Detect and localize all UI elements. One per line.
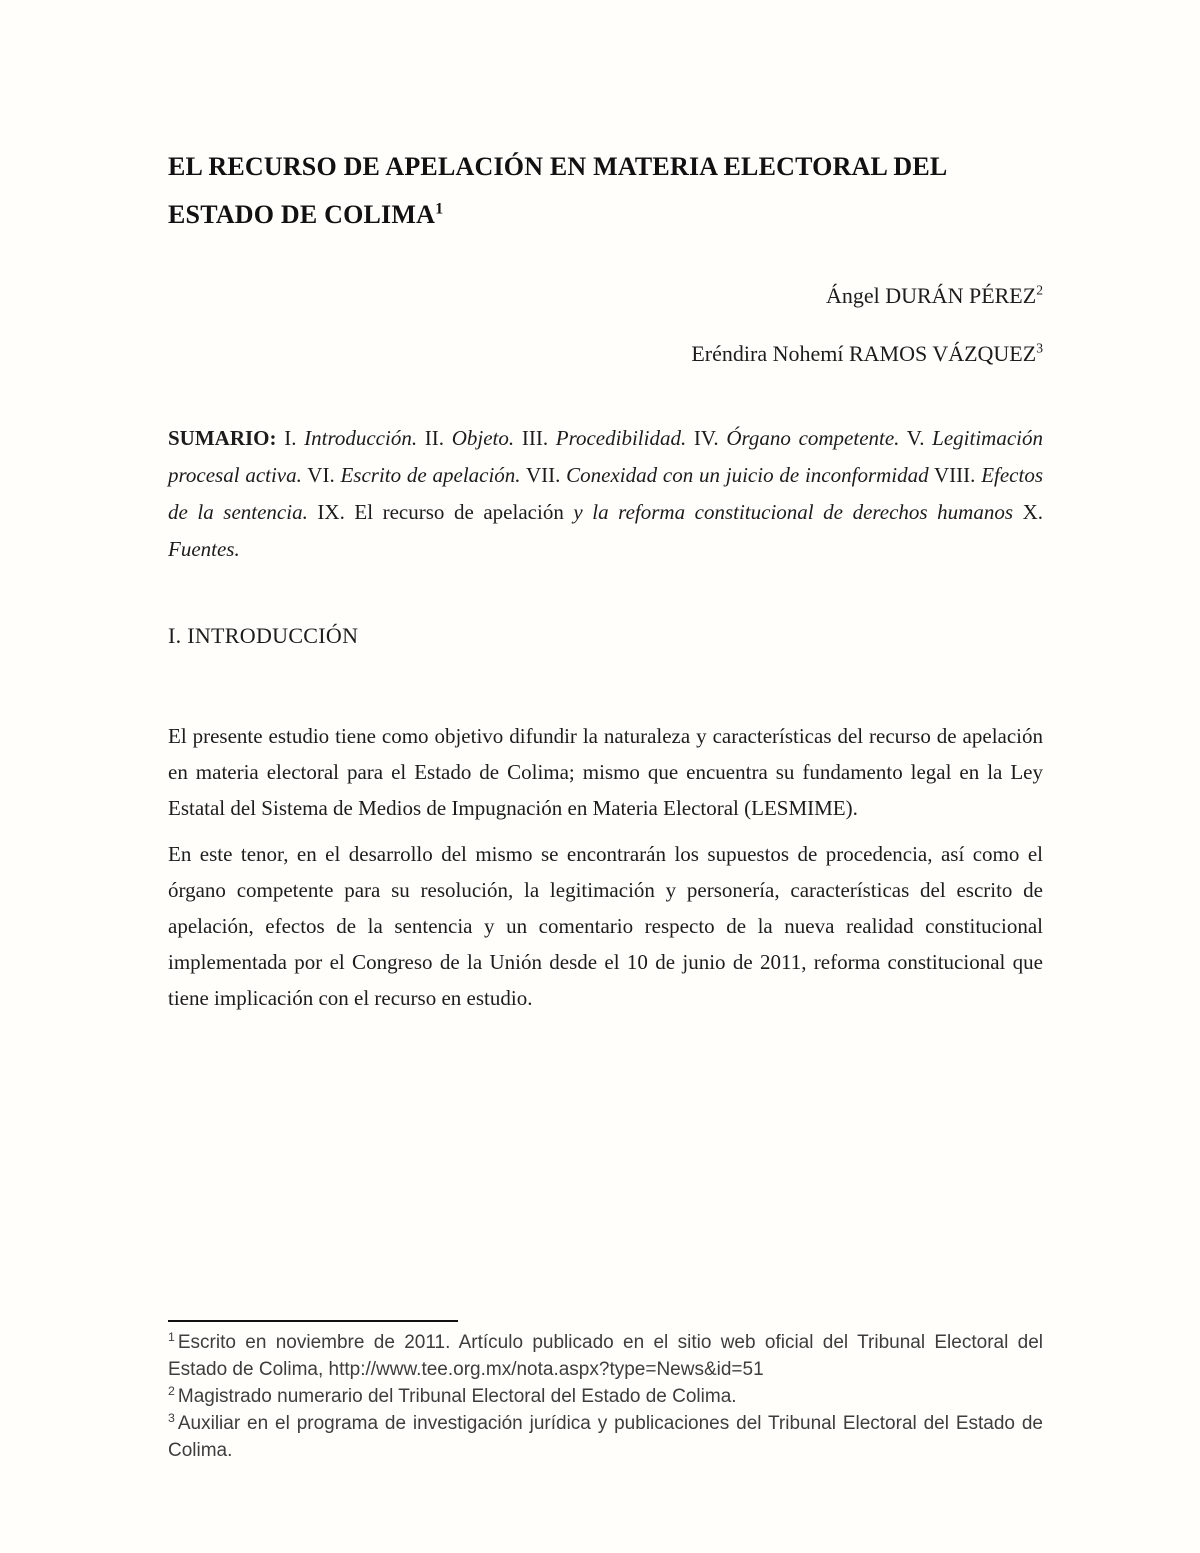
sumario-segment: IV. [686,426,727,450]
sumario-segment: I. [276,426,305,450]
sumario-segment: VI. [301,463,341,487]
footnote-text: Magistrado numerario del Tribunal Electoral del Estado de Colima. [177,1386,737,1407]
footnote-item [168,1383,1043,1410]
sumario-segment: Fuentes. [168,537,240,561]
sumario-segment: Introducción. [304,426,418,450]
sumario-segment: SUMARIO: [168,426,277,450]
footnote-ref: 3 [168,1410,175,1425]
footnote-text: Escrito en noviembre de 2011. Artículo publicado en el sitio web oficial del Tribunal Electoral del Estado de Colima, http://www.tee.org.mx/nota.aspx?type=News&id=51 [168,1332,1043,1380]
sumario-segment: IX. El recurso de apelación [307,500,574,524]
sumario-segment: Legitimación procesal activa. [168,426,1043,487]
sumario-segment: Órgano competente. [726,426,900,450]
sumario-segment: III. [514,426,556,450]
footnote-item [168,1410,1043,1464]
sumario-segment: Procedibilidad. [555,426,687,450]
section-heading-introduccion: I. INTRODUCCIÓN [168,623,359,648]
sumario-segment: Objeto. [451,426,515,450]
sumario-segment: II. [417,426,452,450]
footnote-item [168,1329,1043,1383]
sumario-segment: Conexidad con un juicio de inconformidad [566,463,929,487]
sumario-paragraph [168,420,1043,568]
author-name: Ángel DURÁN PÉREZ [825,283,1037,308]
footnote-ref: 1 [168,1329,175,1344]
sumario-segment: Escrito de apelación. [340,463,521,487]
title-footnote-ref: 1 [435,200,444,218]
authors-block [168,279,1043,370]
footnote-text: Auxiliar en el programa de investigación jurídica y publicaciones del Tribunal Electoral del Estado de Colima. [168,1413,1043,1461]
author-footnote-ref: 2 [1036,282,1043,298]
author-line [168,337,1043,370]
footnotes-section [168,1320,1043,1464]
body-paragraph: El presente estudio tiene como objetivo difundir la naturaleza y características del recurso de apelación en materia electoral para el Estado de Colima; mismo que encuentra su fundamento legal en la Ley Estatal del Sistema de Medios de Impugnación en Materia Electoral (LESMIME). [168,724,1043,820]
sumario-segment: VII. [520,463,567,487]
sumario-segment: Efectos de la sentencia. [168,463,1043,524]
sumario-segment: X. [1013,500,1043,524]
author-footnote-ref: 3 [1036,340,1043,356]
body-paragraph: En este tenor, en el desarrollo del mismo se encontrarán los supuestos de procedencia, así como el órgano competente para su resolución, la legitimación y personería, características del escrito de apelación, efectos de la sentencia y un comentario respecto de la nueva realidad constitucional implementada por el Congreso de la Unión desde el 10 de junio de 2011, reforma constitucional que tiene implicación con el recurso en estudio. [168,842,1043,1010]
document-title [168,143,1043,239]
author-name: Eréndira Nohemí RAMOS VÁZQUEZ [691,341,1037,366]
footnote-ref: 2 [168,1383,175,1398]
sumario-segment: VIII. [928,463,982,487]
document-title-text: EL RECURSO DE APELACIÓN EN MATERIA ELECTORAL DEL ESTADO DE COLIMA [168,152,946,229]
sumario-segment: V. [899,426,933,450]
sumario-segment: y la reforma constitucional de derechos humanos [573,500,1013,524]
footnote-separator-rule [168,1320,458,1322]
author-line [168,279,1043,312]
